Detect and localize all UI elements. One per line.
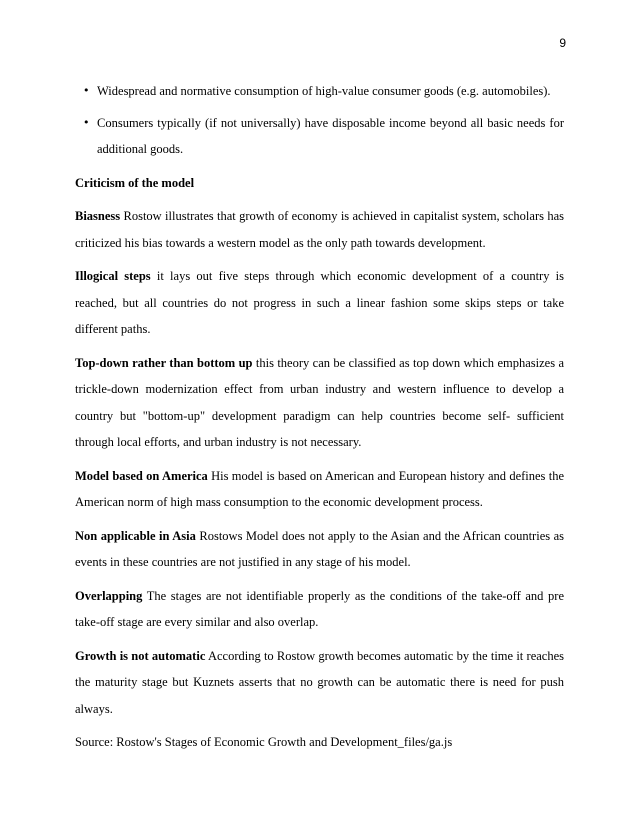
paragraph-growth-not-automatic	[75, 643, 564, 723]
section-heading: Criticism of the model	[75, 175, 195, 190]
bullet-item: • Widespread and normative consumption of high-value consumer goods (e.g. automobiles).	[75, 78, 564, 105]
paragraph-text: Rostow illustrates that growth of economy is achieved in capitalist system, scholars has criticized his bias towards a western model as the only path towards development.	[75, 209, 564, 250]
paragraph-term: Model based on America	[75, 468, 208, 483]
paragraph-top-down	[75, 350, 564, 456]
paragraph-term: Growth is not automatic	[75, 648, 206, 663]
paragraph-term: Non applicable in Asia	[75, 528, 196, 543]
paragraph-term: Top-down rather than bottom up	[75, 355, 253, 370]
bullet-list	[75, 78, 564, 163]
paragraph-text: His model is based on American and European history and defines the American norm of high mass consumption to the economic development process.	[75, 468, 564, 509]
paragraph-text: According to Rostow growth becomes automatic by the time it reaches the maturity stage but Kuznets asserts that no growth can be automatic there is need for push always.	[75, 648, 565, 716]
paragraph-non-applicable-asia	[75, 523, 564, 576]
paragraph-text: this theory can be classified as top down which emphasizes a trickle-down modernization effect from urban industry and western influence to develop a country but "bottom-up" development paradigm can help countries become self- sufficient through local efforts, and urban industry is not necessary.	[75, 355, 565, 449]
paragraph-biasness	[75, 203, 564, 256]
paragraph-term: Illogical steps	[75, 269, 151, 283]
bullet-item: • Consumers typically (if not universally) have disposable income beyond all basic needs for additional goods.	[75, 110, 564, 163]
paragraph-text: Rostows Model does not apply to the Asian and the African countries as events in these countries are not justified in any stage of his model.	[75, 528, 564, 569]
paragraph-text: it lays out five steps through which economic development of a country is reached, but all countries do not progress in such a linear fashion some skips steps or take different paths.	[75, 269, 564, 336]
page-number: 9	[559, 36, 566, 50]
page-content	[75, 78, 564, 763]
paragraph-illogical-steps	[75, 263, 564, 343]
paragraph-overlapping	[75, 583, 564, 636]
paragraph-text: The stages are not identifiable properly as the conditions of the take-off and pre take-off stage are every similar and also overlap.	[75, 588, 564, 629]
paragraph-term: Biasness	[75, 209, 121, 223]
paragraph-model-america	[75, 463, 564, 516]
source-line: Source: Rostow's Stages of Economic Growth and Development_files/ga.js	[75, 735, 453, 749]
paragraph-term: Overlapping	[75, 588, 143, 603]
